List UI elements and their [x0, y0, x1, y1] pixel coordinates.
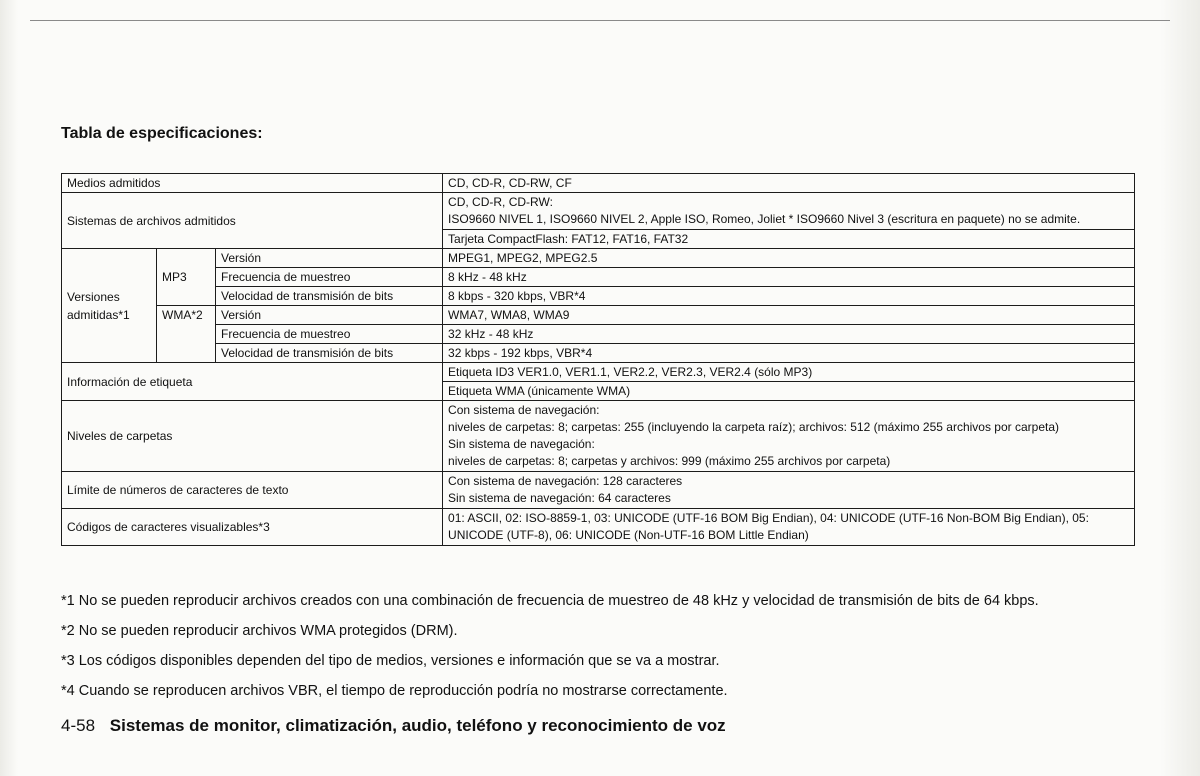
table-row: [62, 472, 1135, 509]
table-row: [62, 344, 1135, 363]
sub-label: Versión: [216, 306, 443, 325]
row-value: 8 kHz - 48 kHz: [443, 268, 1135, 287]
table-row: [62, 268, 1135, 287]
row-label: Límite de números de caracteres de texto: [62, 472, 443, 509]
value-line: Sin sistema de navegación: 64 caracteres: [448, 491, 671, 505]
row-label: Sistemas de archivos admitidos: [62, 193, 443, 249]
row-value: [443, 193, 1135, 230]
footnotes: [61, 590, 1171, 710]
page-edge-shadow: [0, 0, 18, 776]
footnote: *2 No se pueden reproducir archivos WMA protegidos (DRM).: [61, 623, 458, 639]
table-row: [62, 325, 1135, 344]
row-value: MPEG1, MPEG2, MPEG2.5: [443, 249, 1135, 268]
value-line: ISO9660 NIVEL 1, ISO9660 NIVEL 2, Apple ISO, Romeo, Joliet * ISO9660 Nivel 3 (escritura en paquete) no se admite.: [448, 212, 1081, 226]
row-value: [443, 401, 1135, 472]
sub-label: Velocidad de transmisión de bits: [216, 344, 443, 363]
row-value: Etiqueta WMA (únicamente WMA): [443, 382, 1135, 401]
format-label: MP3: [157, 249, 216, 306]
value-line: CD, CD-R, CD-RW:: [448, 195, 553, 209]
table-row: [62, 174, 1135, 193]
row-value: 32 kbps - 192 kbps, VBR*4: [443, 344, 1135, 363]
row-label: Medios admitidos: [62, 174, 443, 193]
specifications-table: [61, 173, 1135, 546]
row-label: Versiones admitidas*1: [62, 249, 157, 363]
top-rule: [30, 20, 1170, 21]
row-value: 01: ASCII, 02: ISO-8859-1, 03: UNICODE (UTF-16 BOM Big Endian), 04: UNICODE (UTF-16 Non-BOM Big Endian), 05: UNICODE (UTF-8), 06: UNICODE (Non-UTF-16 BOM Little Endian): [443, 509, 1135, 546]
table-row: [62, 249, 1135, 268]
value-line: Sin sistema de navegación:: [448, 437, 595, 451]
footer-section-title: Sistemas de monitor, climatización, audio, teléfono y reconocimiento de voz: [109, 716, 726, 735]
table-row: [62, 363, 1135, 382]
row-label: Información de etiqueta: [62, 363, 443, 401]
page-footer: [61, 716, 726, 736]
table-row: [62, 306, 1135, 325]
format-label: WMA*2: [157, 306, 216, 363]
value-line: Con sistema de navegación:: [448, 403, 600, 417]
sub-label: Frecuencia de muestreo: [216, 268, 443, 287]
row-value: Tarjeta CompactFlash: FAT12, FAT16, FAT32: [443, 230, 1135, 249]
footnote: *4 Cuando se reproducen archivos VBR, el tiempo de reproducción podría no mostrarse correctamente.: [61, 683, 728, 699]
footnote: *1 No se pueden reproducir archivos creados con una combinación de frecuencia de muestreo de 48 kHz y velocidad de transmisión de bits de 64 kbps.: [61, 593, 1039, 609]
value-line: niveles de carpetas: 8; carpetas y archivos: 999 (máximo 255 archivos por carpeta): [448, 454, 891, 468]
row-value: WMA7, WMA8, WMA9: [443, 306, 1135, 325]
row-value: CD, CD-R, CD-RW, CF: [443, 174, 1135, 193]
row-value: Etiqueta ID3 VER1.0, VER1.1, VER2.2, VER2.3, VER2.4 (sólo MP3): [443, 363, 1135, 382]
row-value: [443, 472, 1135, 509]
table-row: [62, 509, 1135, 546]
page-number: 4-58: [61, 716, 96, 735]
sub-label: Frecuencia de muestreo: [216, 325, 443, 344]
row-value: 8 kbps - 320 kbps, VBR*4: [443, 287, 1135, 306]
table-row: [62, 287, 1135, 306]
value-line: Con sistema de navegación: 128 caracteres: [448, 474, 683, 488]
footnote: *3 Los códigos disponibles dependen del tipo de medios, versiones e información que se va a mostrar.: [61, 653, 720, 669]
row-label: Niveles de carpetas: [62, 401, 443, 472]
table-row: [62, 193, 1135, 230]
sub-label: Velocidad de transmisión de bits: [216, 287, 443, 306]
value-line: niveles de carpetas: 8; carpetas: 255 (incluyendo la carpeta raíz); archivos: 512 (máximo 255 archivos por carpeta): [448, 420, 1060, 434]
row-label: Códigos de caracteres visualizables*3: [62, 509, 443, 546]
table-row: [62, 401, 1135, 472]
section-title: Tabla de especificaciones:: [61, 125, 263, 142]
row-value: 32 kHz - 48 kHz: [443, 325, 1135, 344]
sub-label: Versión: [216, 249, 443, 268]
